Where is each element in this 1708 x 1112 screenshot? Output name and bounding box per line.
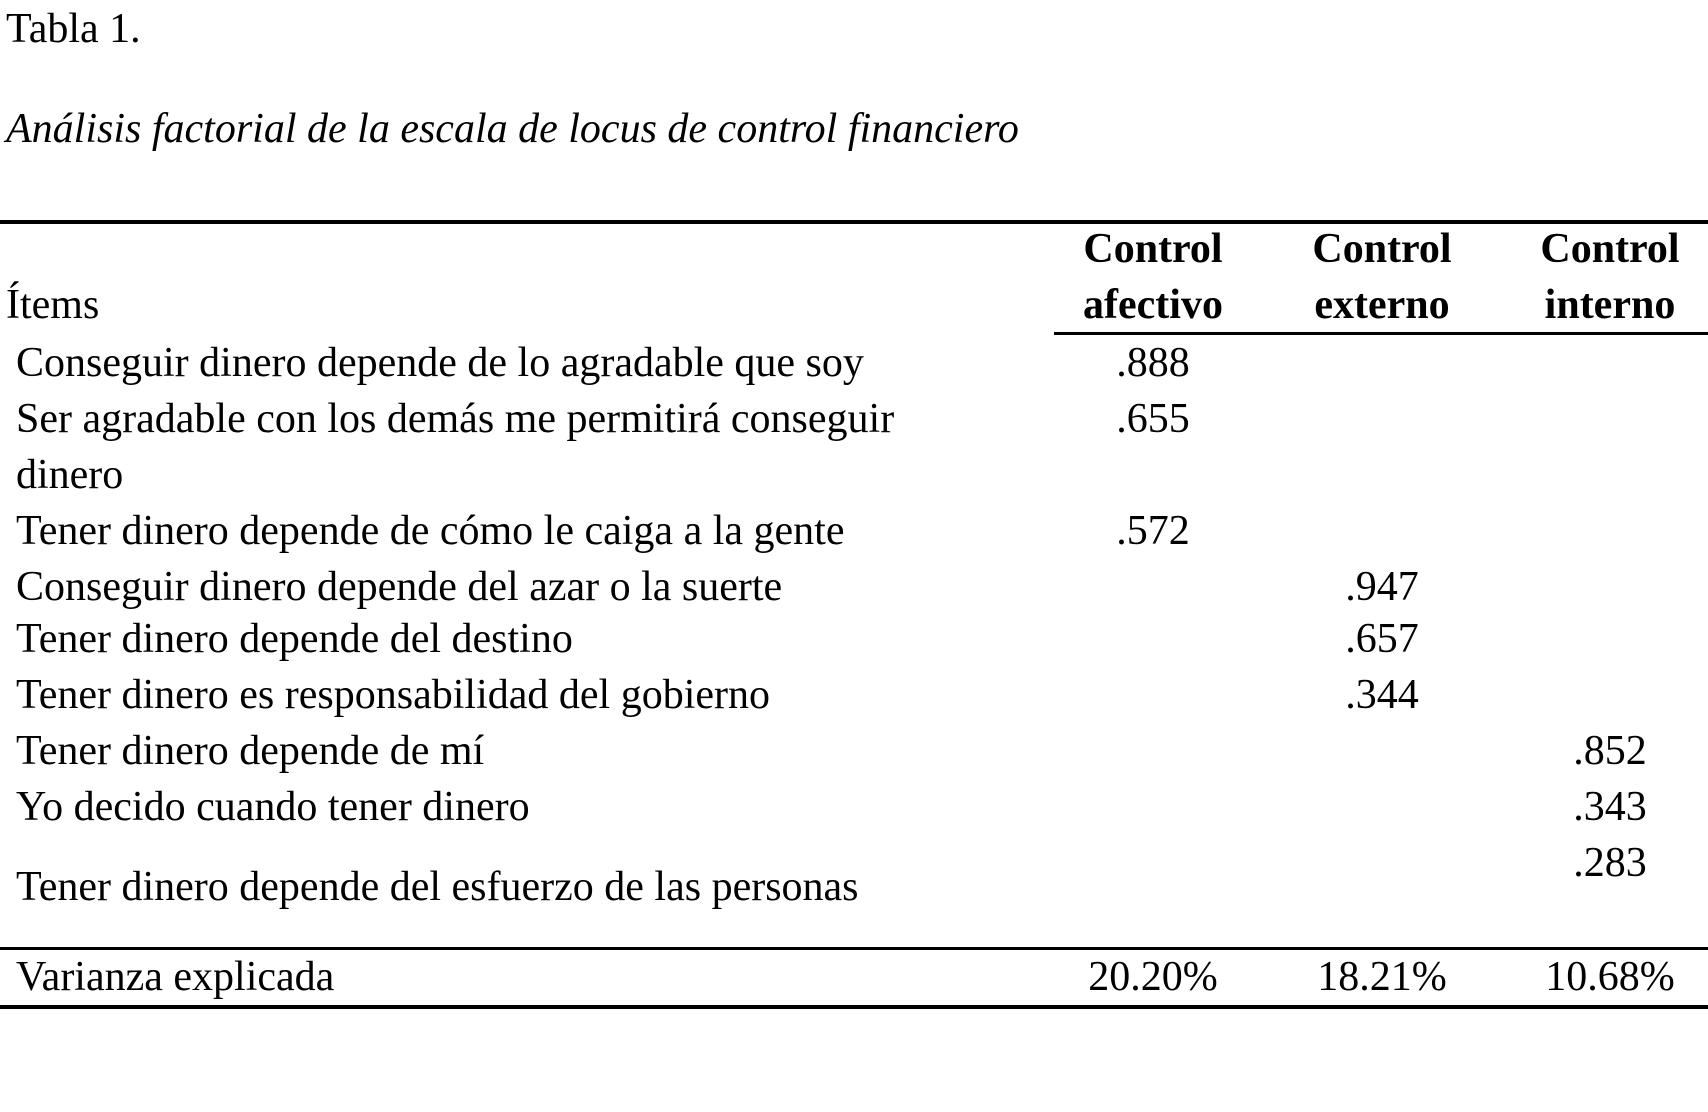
row-interno-value: .852 — [1573, 728, 1647, 774]
col-interno-header-line2: interno — [1544, 282, 1676, 328]
footer-rule — [0, 947, 1708, 950]
row-item: Yo decido cuando tener dinero — [16, 784, 530, 830]
row-item-line1: Ser agradable con los demás me permitirá conseguir — [16, 396, 895, 442]
row-item: Conseguir dinero depende del azar o la suerte — [16, 564, 783, 610]
col-afectivo-header-line2: afectivo — [1083, 282, 1223, 328]
footer-label: Varianza explicada — [16, 954, 335, 1000]
row-externo-value: .344 — [1345, 672, 1419, 718]
footer-afectivo-value: 20.20% — [1088, 954, 1218, 1000]
bottom-rule — [0, 1005, 1708, 1009]
row-afectivo-value: .655 — [1116, 396, 1190, 442]
row-item-line2: dinero — [16, 452, 124, 498]
header-rule — [1054, 332, 1708, 335]
row-item: Conseguir dinero depende de lo agradable que soy — [16, 340, 864, 386]
row-externo-value: .947 — [1345, 564, 1419, 610]
col-interno-header-line1: Control — [1540, 226, 1680, 272]
top-rule — [0, 220, 1708, 224]
items-header: Ítems — [6, 282, 100, 328]
row-item: Tener dinero depende del destino — [16, 616, 573, 662]
row-item: Tener dinero depende de cómo le caiga a la gente — [16, 508, 845, 554]
row-afectivo-value: .572 — [1116, 508, 1190, 554]
table-title: Análisis factorial de la escala de locus de control financiero — [6, 106, 1019, 152]
row-item: Tener dinero es responsabilidad del gobierno — [16, 672, 770, 718]
footer-externo-value: 18.21% — [1317, 954, 1447, 1000]
table-label: Tabla 1. — [6, 6, 141, 52]
col-externo-header-line1: Control — [1312, 226, 1452, 272]
row-interno-value: .283 — [1573, 840, 1647, 886]
row-item: Tener dinero depende del esfuerzo de las personas — [16, 864, 859, 910]
footer-interno-value: 10.68% — [1545, 954, 1675, 1000]
col-afectivo-header-line1: Control — [1083, 226, 1223, 272]
col-externo-header-line2: externo — [1314, 282, 1450, 328]
row-externo-value: .657 — [1345, 616, 1419, 662]
row-afectivo-value: .888 — [1116, 340, 1190, 386]
row-item: Tener dinero depende de mí — [16, 728, 485, 774]
row-interno-value: .343 — [1573, 784, 1647, 830]
